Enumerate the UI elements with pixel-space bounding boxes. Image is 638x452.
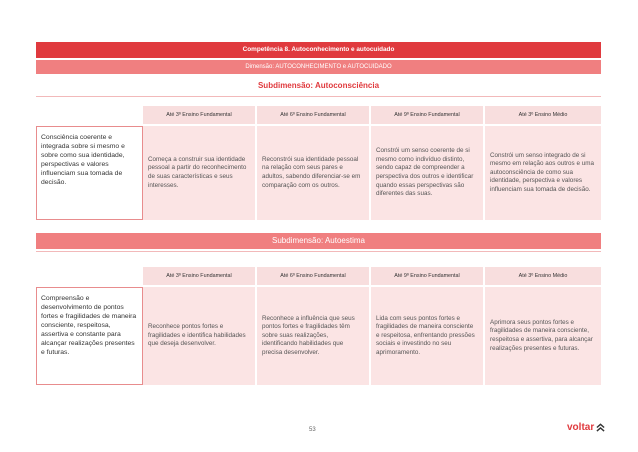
back-link[interactable] bbox=[567, 422, 605, 433]
column-header: Até 3º Ensino Médio bbox=[485, 267, 601, 285]
divider bbox=[36, 251, 601, 252]
back-label: voltar bbox=[567, 422, 595, 433]
table-header-row bbox=[36, 106, 601, 124]
cell-text: Constrói um senso coerente de si mesmo como indivíduo distinto, sendo capaz de compreender a perspectiva dos outros e identificar quando essas perspectivas são diferentes das suas. bbox=[376, 147, 474, 198]
row-lead-description: Consciência coerente e integrada sobre si mesmo e sobre como sua identidade, perspectivas e valores influenciam sua tomada de decisão. bbox=[36, 126, 143, 220]
subdimension-title-autoestima: Subdimensão: Autoestima bbox=[36, 233, 601, 249]
empty-header-cell bbox=[36, 106, 143, 124]
table-cell bbox=[257, 287, 371, 385]
page-number: 53 bbox=[309, 427, 316, 433]
dimensao-banner: Dimensão: AUTOCONHECIMENTO e AUTOCUIDADO bbox=[36, 60, 601, 74]
column-header: Até 3º Ensino Médio bbox=[485, 106, 601, 124]
table-cell bbox=[257, 126, 371, 220]
column-header: Até 3º Ensino Fundamental bbox=[143, 106, 257, 124]
column-header: Até 3º Ensino Fundamental bbox=[143, 267, 257, 285]
column-header: Até 9º Ensino Fundamental bbox=[371, 106, 485, 124]
column-header: Até 6º Ensino Fundamental bbox=[257, 267, 371, 285]
competencia-banner: Competência 8. Autoconhecimento e autocuidado bbox=[36, 42, 601, 58]
cell-text: Reconhece pontos fortes e fragilidades e identifica habilidades que deseja desenvolver. bbox=[148, 323, 246, 348]
cell-text: Lida com seus pontos fortes e fragilidades de maneira consciente e respeitosa, enfrentando pressões sociais e investindo no seu aprimoramento. bbox=[376, 314, 475, 356]
cell-text: Reconhece a influência que seus pontos fortes e fragilidades têm sobre suas realizações, identificando habilidades que precisa desenvolver. bbox=[262, 314, 355, 356]
table-cell bbox=[143, 126, 257, 220]
divider bbox=[36, 96, 601, 97]
table-cell bbox=[371, 126, 485, 220]
double-chevron-up-icon bbox=[596, 423, 605, 432]
table-cell bbox=[143, 287, 257, 385]
cell-text: Constrói um senso integrado de si mesmo em relação aos outros e uma autoconsciência de como sua identidade, perspectiva e valores influenciam sua tomada de decisão. bbox=[490, 151, 594, 193]
row-lead-description: Compreensão e desenvolvimento de pontos fortes e fragilidades de maneira consciente, respeitosa, assertiva e constante para alcançar realizações presentes e futuras. bbox=[36, 287, 143, 385]
column-header: Até 6º Ensino Fundamental bbox=[257, 106, 371, 124]
column-header: Até 9º Ensino Fundamental bbox=[371, 267, 485, 285]
table-row bbox=[36, 287, 601, 385]
table-header-row bbox=[36, 267, 601, 285]
empty-header-cell bbox=[36, 267, 143, 285]
cell-text: Começa a construir sua identidade pessoal a partir do reconhecimento de suas características e seus interesses. bbox=[148, 155, 247, 189]
table-cell bbox=[485, 287, 601, 385]
table-row bbox=[36, 126, 601, 220]
cell-text: Aprimora seus pontos fortes e fragilidades de maneira consciente, respeitosa e assertiva, para alcançar realizações presentes e futuras. bbox=[490, 318, 593, 352]
subdimension-title-autoconsciencia: Subdimensão: Autoconsciência bbox=[257, 81, 380, 90]
table-cell bbox=[485, 126, 601, 220]
table-cell bbox=[371, 287, 485, 385]
cell-text: Reconstrói sua identidade pessoal na relação com seus pares e adultos, sabendo diferenciar-se em comparação com os outros. bbox=[262, 155, 361, 189]
